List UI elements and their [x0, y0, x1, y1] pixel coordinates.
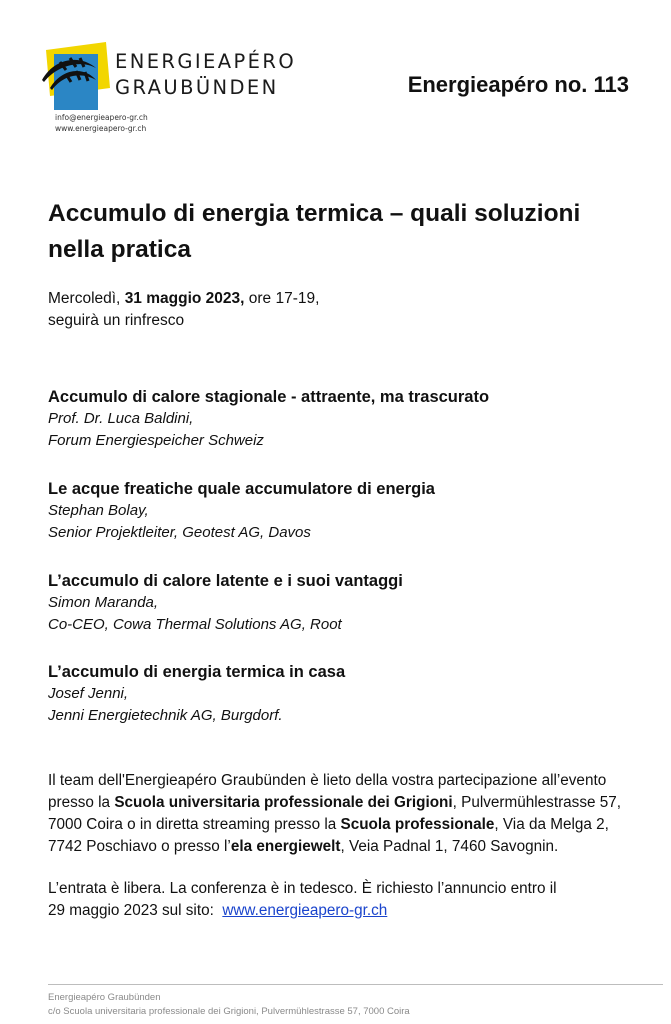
talk-speaker: Prof. Dr. Luca Baldini, [48, 410, 194, 427]
talk-item [48, 661, 648, 727]
talk-affiliation: Jenni Energietechnik AG, Burgdorf. [48, 707, 283, 724]
contact-website[interactable]: www.energieapero-gr.ch [55, 124, 147, 133]
logo-name-line1: ENERGIEAPÉRO [115, 50, 297, 73]
event-date [48, 288, 319, 332]
admission-line-2: 29 maggio 2023 sul sito: www.energieapero-gr.ch [48, 902, 388, 919]
admission-line-1: L’entrata è libera. La conferenza è in tedesco. È richiesto l’annuncio entro il [48, 880, 557, 897]
registration-link[interactable]: www.energieapero-gr.ch [222, 902, 388, 919]
talk-affiliation: Forum Energiespeicher Schweiz [48, 432, 264, 449]
venue-paragraph [48, 770, 648, 858]
venue-line-2: presso la Scuola universitaria professionale dei Grigioni, Pulvermühlestrasse 57, [48, 794, 621, 811]
talk-title: Le acque freatiche quale accumulatore di energia [48, 480, 435, 498]
date-weekday: Mercoledì, [48, 290, 121, 307]
footer-address: c/o Scuola universitaria professionale dei Grigioni, Pulvermühlestrasse 57, 7000 Coira [48, 1006, 410, 1017]
talk-speaker: Josef Jenni, [48, 685, 129, 702]
talk-affiliation: Co-CEO, Cowa Thermal Solutions AG, Root [48, 616, 342, 633]
talk-item [48, 570, 648, 636]
contact-email[interactable]: info@energieapero-gr.ch [55, 113, 148, 122]
footer-divider [48, 984, 663, 985]
talk-title: L’accumulo di energia termica in casa [48, 663, 346, 681]
venue-line-1: Il team dell'Energieapéro Graubünden è lieto della vostra partecipazione all’evento [48, 772, 607, 789]
issue-number: Energieapéro no. 113 [407, 72, 629, 97]
date-day: 31 maggio 2023, [124, 290, 245, 307]
date-note: seguirà un rinfresco [48, 312, 185, 329]
admission-paragraph [48, 878, 648, 922]
venue-line-3: 7000 Coira o in diretta streaming presso la Scuola professionale, Via da Melga 2, [48, 816, 609, 833]
title-line-2: nella pratica [48, 236, 191, 263]
page-title [48, 196, 638, 268]
talk-item [48, 478, 648, 544]
logo-name-line2: GRAUBÜNDEN [115, 76, 279, 99]
talk-affiliation: Senior Projektleiter, Geotest AG, Davos [48, 524, 311, 541]
footer-org: Energieapéro Graubünden [48, 992, 161, 1003]
talk-speaker: Simon Maranda, [48, 594, 159, 611]
date-time: ore 17-19, [248, 290, 320, 307]
talk-title: L’accumulo di calore latente e i suoi vantaggi [48, 572, 403, 590]
talk-speaker: Stephan Bolay, [48, 502, 149, 519]
venue-line-4: 7742 Poschiavo o presso l’ela energiewelt, Veia Padnal 1, 7460 Savognin. [48, 838, 559, 855]
talk-title: Accumulo di calore stagionale - attraente, ma trascurato [48, 388, 490, 406]
talk-item [48, 386, 648, 452]
title-line-1: Accumulo di energia termica – quali soluzioni [48, 200, 581, 227]
energieapero-logo [40, 40, 110, 112]
